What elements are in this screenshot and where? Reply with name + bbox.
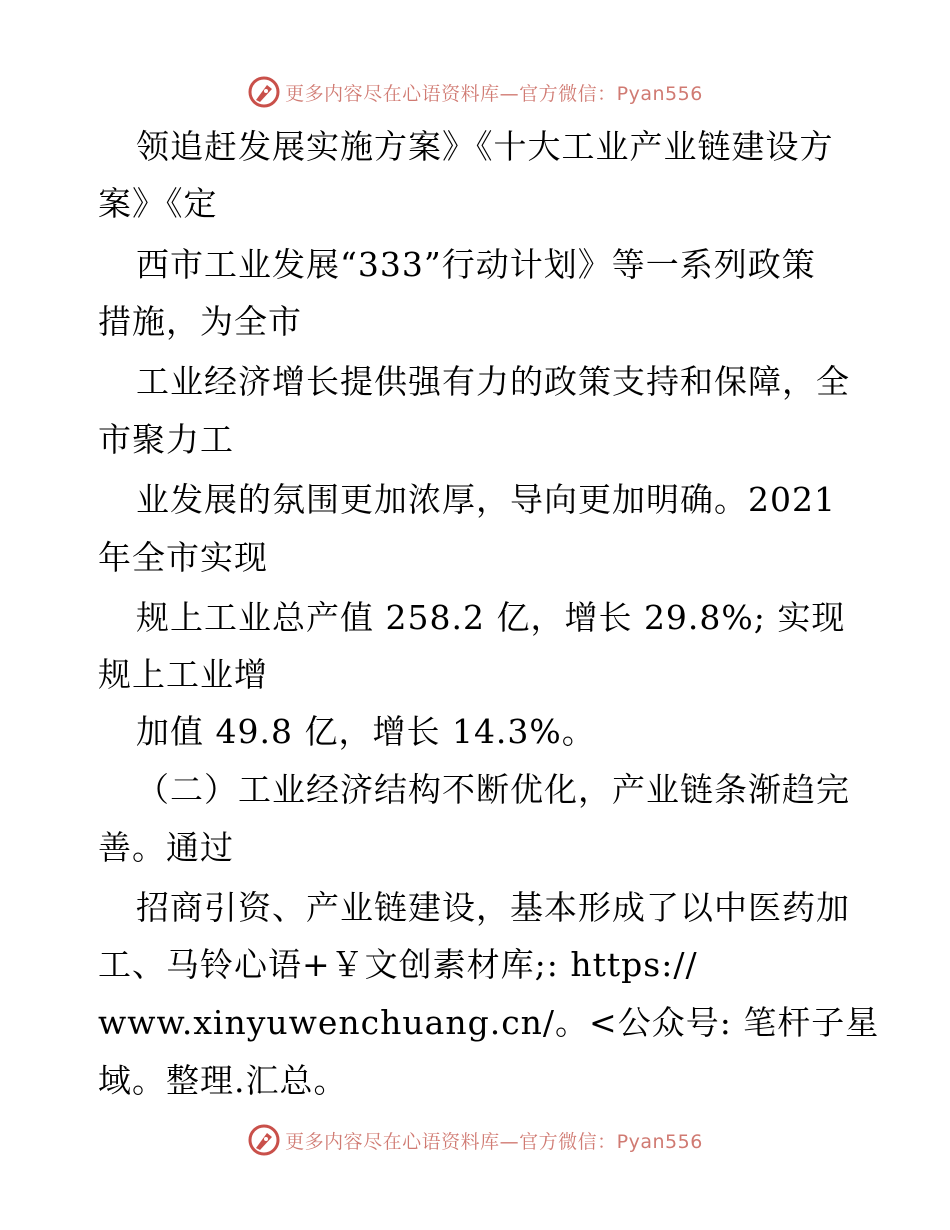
- watermark-text: 更多内容尽在心语资料库—官方微信：Pyan556: [285, 1130, 703, 1153]
- text-line: 工业经济增长提供强有力的政策支持和保障，全: [136, 362, 850, 401]
- text-line: 规上工业增: [98, 655, 268, 694]
- text-line: 年全市实现: [98, 538, 268, 577]
- text-line: 域。整理.汇总。: [98, 1061, 348, 1100]
- text-line: 领追赶发展实施方案》《十大工业产业链建设方: [136, 127, 834, 166]
- text-line: 善。通过: [98, 828, 234, 867]
- text-line: 规上工业总产值 258.2 亿，增长 29.8%; 实现: [136, 598, 846, 637]
- text-line: 工、马铃心语+￥文创素材库;: https://: [98, 945, 698, 984]
- text-line: 业发展的氛围更加浓厚，导向更加明确。2021: [136, 480, 836, 519]
- watermark-text: 更多内容尽在心语资料库—官方微信：Pyan556: [285, 82, 703, 105]
- text-line: 西市工业发展“333”行动计划》等一系列政策: [136, 245, 816, 284]
- text-line: 案》《定: [98, 184, 218, 223]
- pen-nib-circle-icon: [247, 1123, 281, 1157]
- text-line: www.xinyuwenchuang.cn/。<公众号: 笔杆子星: [98, 1003, 880, 1042]
- text-line: 措施，为全市: [98, 302, 302, 341]
- text-line: 招商引资、产业链建设，基本形成了以中医药加: [136, 888, 850, 927]
- section-heading: （二）工业经济结构不断优化，产业链条渐趋完: [136, 770, 850, 809]
- text-line: 加值 49.8 亿，增长 14.3%。: [136, 712, 596, 751]
- text-line: 市聚力工: [98, 420, 234, 459]
- footer-watermark: [0, 1120, 950, 1160]
